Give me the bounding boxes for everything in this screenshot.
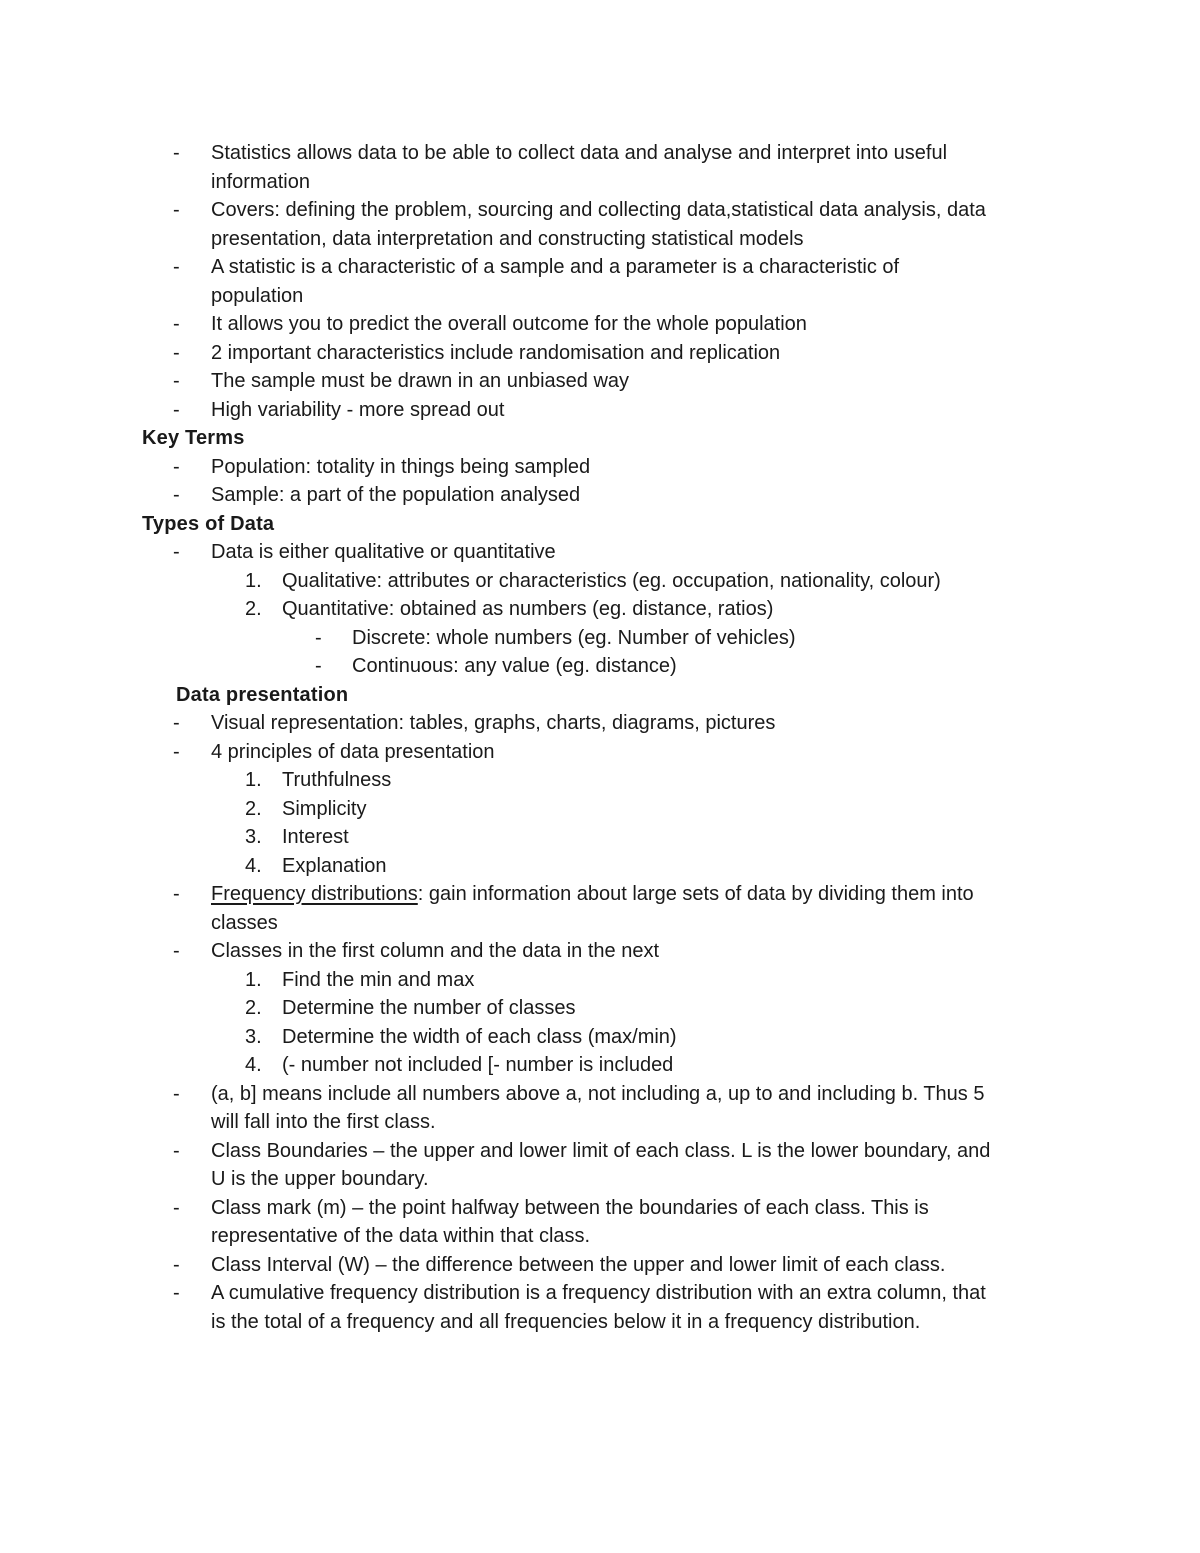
- bullet-dash: -: [173, 1253, 180, 1276]
- list-item: [0, 481, 1200, 510]
- item-number: 2.: [245, 997, 262, 1019]
- heading-text: Types of Data: [142, 512, 275, 535]
- bullet-dash: -: [173, 313, 180, 335]
- list-item-text: population: [211, 284, 304, 307]
- bullet-dash: -: [173, 883, 180, 905]
- item-number: 3.: [245, 826, 262, 848]
- list-item-text: Qualitative: attributes or characteristics (eg. occupation, nationality, colour): [282, 569, 941, 592]
- list-item-text: Class mark (m) – the point halfway between the boundaries of each class. This is: [211, 1196, 929, 1219]
- list-item-continuation: [0, 1165, 1200, 1194]
- list-item-text: Truthfulness: [282, 769, 392, 791]
- list-item: [0, 339, 1200, 368]
- list-item-text: A statistic is a characteristic of a sample and a parameter is a characteristic of: [211, 256, 900, 278]
- list-item-text: Continuous: any value (eg. distance): [352, 655, 677, 677]
- list-item-text: information: [211, 170, 310, 193]
- bullet-dash: -: [173, 940, 180, 962]
- numbered-item: [0, 567, 1200, 596]
- bullet-dash: -: [173, 740, 180, 763]
- list-item: [0, 1279, 1200, 1308]
- list-item-continuation: [0, 282, 1200, 311]
- list-item-text: Determine the width of each class (max/min): [282, 1025, 677, 1048]
- numbered-item: [0, 795, 1200, 824]
- item-number: 1.: [245, 769, 262, 791]
- underlined-term: Frequency distributions: [211, 883, 418, 905]
- list-item-text: Interest: [282, 826, 349, 848]
- list-item: [0, 738, 1200, 767]
- list-item-text: Visual representation: tables, graphs, charts, diagrams, pictures: [211, 712, 776, 734]
- list-item: [0, 1080, 1200, 1109]
- list-item-text: will fall into the first class.: [211, 1111, 436, 1133]
- list-item-continuation: [0, 1222, 1200, 1251]
- list-item-text: A cumulative frequency distribution is a frequency distribution with an extra column, that: [211, 1282, 986, 1304]
- list-item-text: (a, b] means include all numbers above a, not including a, up to and including b. Thus 5: [211, 1082, 985, 1105]
- item-number: 2.: [245, 797, 262, 820]
- list-item-text: Classes in the first column and the data in the next: [211, 940, 660, 962]
- list-item: [0, 396, 1200, 425]
- bullet-dash: -: [173, 712, 180, 734]
- bullet-dash: -: [315, 655, 322, 677]
- heading-text: Key Terms: [142, 427, 245, 449]
- list-item-text: High variability - more spread out: [211, 398, 505, 421]
- numbered-item: [0, 595, 1200, 624]
- item-number: 3.: [245, 1025, 262, 1048]
- list-item: [0, 253, 1200, 282]
- list-item-continuation: [0, 1308, 1200, 1337]
- list-item-text: The sample must be drawn in an unbiased way: [211, 370, 630, 392]
- bullet-dash: -: [173, 1082, 180, 1105]
- list-item: [0, 709, 1200, 738]
- numbered-item: [0, 966, 1200, 995]
- list-item-continuation: [0, 168, 1200, 197]
- bullet-dash: -: [173, 1139, 180, 1162]
- item-number: 1.: [245, 569, 262, 592]
- section-heading-key-terms: [0, 424, 1200, 453]
- numbered-item: [0, 1023, 1200, 1052]
- notes-body: [0, 139, 1200, 1336]
- list-item-text: U is the upper boundary.: [211, 1168, 429, 1190]
- list-item-text: Population: totality in things being sampled: [211, 455, 591, 478]
- bullet-dash: -: [173, 541, 180, 563]
- list-item: [0, 652, 1200, 681]
- list-item-text: It allows you to predict the overall outcome for the whole population: [211, 313, 807, 335]
- bullet-dash: -: [173, 484, 180, 506]
- section-heading-data-presentation: [0, 681, 1200, 710]
- list-item: [0, 1137, 1200, 1166]
- list-item-text: (- number not included [- number is included: [282, 1054, 674, 1076]
- list-item: [0, 880, 1200, 909]
- bullet-dash: -: [173, 398, 180, 421]
- list-item-text: classes: [211, 911, 278, 934]
- list-item: [0, 453, 1200, 482]
- list-item-continuation: [0, 1108, 1200, 1137]
- list-item-continuation: [0, 909, 1200, 938]
- bullet-dash: -: [173, 1196, 180, 1219]
- list-item-text: Find the min and max: [282, 968, 475, 991]
- item-number: 4.: [245, 1054, 262, 1076]
- item-number: 4.: [245, 854, 262, 877]
- list-item-text: Data is either qualitative or quantitative: [211, 541, 556, 563]
- list-item: [0, 196, 1200, 225]
- list-item: [0, 310, 1200, 339]
- list-item-text: Quantitative: obtained as numbers (eg. distance, ratios): [282, 598, 774, 620]
- numbered-item: [0, 766, 1200, 795]
- list-item-text: Class Interval (W) – the difference between the upper and lower limit of each class.: [211, 1253, 946, 1276]
- bullet-dash: -: [173, 341, 180, 364]
- bullet-dash: -: [173, 455, 180, 478]
- list-item-text: 4 principles of data presentation: [211, 740, 495, 763]
- list-item: [0, 367, 1200, 396]
- list-item: [0, 624, 1200, 653]
- item-number: 2.: [245, 598, 262, 620]
- list-item-text: is the total of a frequency and all frequencies below it in a frequency distribution.: [211, 1310, 921, 1333]
- list-item: [0, 139, 1200, 168]
- list-item-text: representative of the data within that class.: [211, 1225, 591, 1247]
- numbered-item: [0, 823, 1200, 852]
- bullet-dash: -: [173, 199, 180, 221]
- list-item-text: Sample: a part of the population analysed: [211, 484, 581, 506]
- list-item: [0, 1251, 1200, 1280]
- bullet-dash: -: [315, 626, 322, 649]
- list-item: [0, 1194, 1200, 1223]
- list-item-text: Class Boundaries – the upper and lower limit of each class. L is the lower boundary, and: [211, 1139, 991, 1162]
- item-number: 1.: [245, 968, 262, 991]
- list-item-text: Explanation: [282, 854, 387, 877]
- list-item-text: Determine the number of classes: [282, 997, 576, 1019]
- list-item-text: [211, 880, 974, 909]
- list-item: [0, 937, 1200, 966]
- list-item-text: presentation, data interpretation and constructing statistical models: [211, 227, 804, 250]
- bullet-dash: -: [173, 1282, 180, 1304]
- list-item-text: Covers: defining the problem, sourcing and collecting data,statistical data analysis, data: [211, 199, 986, 221]
- list-item-text: 2 important characteristics include randomisation and replication: [211, 341, 781, 364]
- list-item: [0, 538, 1200, 567]
- bullet-dash: -: [173, 370, 180, 392]
- bullet-dash: -: [173, 256, 180, 278]
- list-item-text: Simplicity: [282, 797, 367, 820]
- section-heading-types-of-data: [0, 510, 1200, 539]
- heading-text: Data presentation: [176, 683, 349, 706]
- numbered-item: [0, 852, 1200, 881]
- term-definition: : gain information about large sets of data by dividing them into: [417, 883, 974, 905]
- bullet-dash: -: [173, 142, 180, 164]
- numbered-item: [0, 994, 1200, 1023]
- list-item-text: Statistics allows data to be able to collect data and analyse and interpret into useful: [211, 142, 948, 164]
- list-item-continuation: [0, 225, 1200, 254]
- list-item-text: Discrete: whole numbers (eg. Number of vehicles): [352, 626, 796, 649]
- numbered-item: [0, 1051, 1200, 1080]
